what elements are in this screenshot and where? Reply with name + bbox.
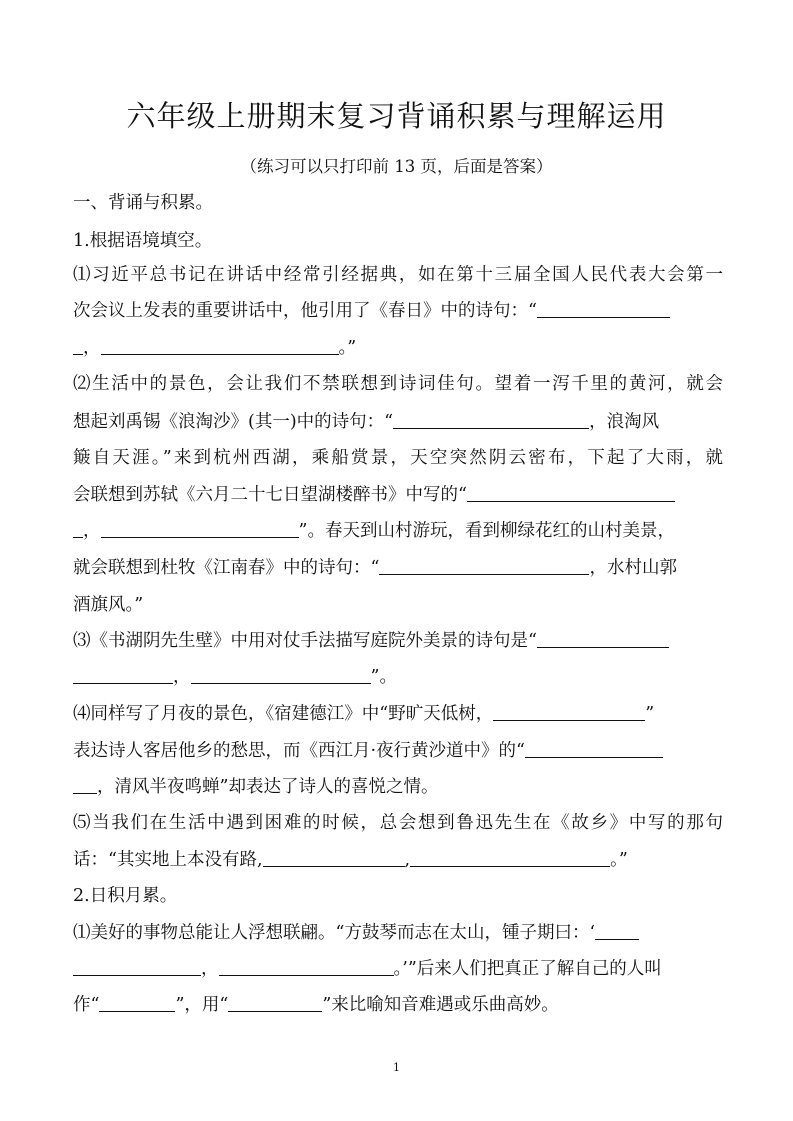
q1-p2-line2-tail: ，浪淘风: [589, 412, 660, 432]
q1-p2-line4: [73, 483, 723, 507]
q1-p4-line3: [73, 775, 723, 799]
answer-blank[interactable]: [393, 410, 589, 429]
q1-p5-line2-text: 话：“其实地上本没有路,: [73, 850, 263, 870]
q1-p2-line4-text: 会联想到苏轼《六月二十七日望湖楼醉书》中写的“: [73, 485, 467, 505]
answer-blank[interactable]: [101, 336, 339, 355]
q1-p5-line1: ⑸当我们在生活中遇到困难的时候，总会想到鲁迅先生在《故乡》中写的那句: [73, 813, 723, 833]
punctuation: 。”: [610, 850, 628, 870]
answer-blank[interactable]: [73, 775, 97, 794]
answer-blank[interactable]: [228, 993, 322, 1012]
punctuation: ”。: [370, 667, 397, 687]
q1-p4-line2: [73, 739, 723, 763]
q1-p1-line2-text: 次会议上发表的重要讲话中，他引用了《春日》中的诗句：“: [73, 301, 537, 321]
page-subtitle: （练习可以只打印前 13 页，后面是答案）: [240, 157, 553, 176]
answer-blank[interactable]: [101, 519, 299, 538]
q2-p1-line2-tail: 。’”后来人们把真正了解自己的人叫: [393, 959, 662, 979]
punctuation: ，: [83, 338, 101, 358]
q1-p2-line5-tail: ”。春天到山村游玩，看到柳绿花红的山村美景，: [298, 521, 675, 541]
question-2-heading: 2.日积月累。: [73, 886, 178, 906]
answer-blank[interactable]: [493, 702, 645, 721]
q1-p2-line6-text: 就会联想到杜牧《江南春》中的诗句：“: [73, 558, 380, 578]
answer-blank[interactable]: [73, 957, 201, 976]
q1-p2-line2-text: 想起刘禹锡《浪淘沙》(其一)中的诗句：“: [73, 412, 394, 432]
q1-p2-line2: [73, 410, 723, 434]
q2-p1-line2: [73, 957, 723, 981]
answer-blank[interactable]: [73, 665, 173, 684]
q1-p4-line3-text: ，清风半夜鸣蝉”却表达了诗人的喜悦之情。: [97, 777, 439, 797]
q1-p3-line1: [73, 629, 723, 653]
page-title: 六年级上册期末复习背诵积累与理解运用: [126, 99, 667, 133]
answer-blank[interactable]: [219, 957, 394, 976]
answer-blank[interactable]: [467, 483, 675, 502]
q1-p1-line1: ⑴习近平总书记在讲话中经常引经据典，如在第十三届全国人民代表大会第一: [73, 265, 723, 285]
answer-blank[interactable]: [410, 848, 610, 867]
q2-p1-line3-text: 作“: [73, 995, 100, 1015]
q1-p1-line3: [73, 336, 723, 360]
q1-p3-line1-text: ⑶《书湖阴先生壁》中用对仗手法描写庭院外美景的诗句是“: [73, 631, 537, 651]
q1-p2-line1: ⑵生活中的景色，会让我们不禁联想到诗词佳句。望着一泻千里的黄河，就会: [73, 374, 723, 394]
q1-p4-line1-text: ⑷同样写了月夜的景色，《宿建德江》中“野旷天低树，: [73, 704, 494, 724]
q1-p2-line6-tail: ，水村山郭: [589, 558, 677, 578]
punctuation: ,: [404, 850, 411, 870]
q1-p5-line2: [73, 848, 723, 872]
q2-p1-line3-mid: ”，用“: [175, 995, 229, 1015]
q1-p2-line7: 酒旗风。”: [73, 595, 144, 615]
answer-blank[interactable]: [263, 848, 405, 867]
answer-blank[interactable]: [99, 993, 175, 1012]
answer-blank[interactable]: [595, 921, 639, 940]
q1-p1-line2: [73, 299, 723, 323]
answer-blank[interactable]: [537, 299, 670, 318]
answer-blank[interactable]: [191, 665, 371, 684]
punctuation: ，: [173, 667, 191, 687]
punctuation: 。”: [338, 338, 357, 358]
punctuation: ”: [645, 704, 655, 724]
answer-blank[interactable]: [73, 336, 83, 355]
answer-blank[interactable]: [73, 519, 83, 538]
answer-blank[interactable]: [537, 629, 669, 648]
answer-blank[interactable]: [379, 556, 589, 575]
q1-p2-line6: [73, 556, 723, 580]
q1-p4-line1: [73, 702, 723, 726]
section-heading: 一、背诵与积累。: [73, 193, 213, 213]
q2-p1-line1-text: ⑴美好的事物总能让人浮想联翩。“方鼓琴而志在太山，锺子期曰：‘: [73, 923, 596, 943]
q1-p4-line2-text: 表达诗人客居他乡的愁思，而《西江月·夜行黄沙道中》的“: [73, 741, 526, 761]
q2-p1-line3: [73, 993, 723, 1017]
q1-p3-line2: [73, 665, 723, 689]
page-number: 1: [393, 1061, 400, 1074]
question-1-heading: 1.根据语境填空。: [73, 231, 213, 251]
q1-p2-line3: 簸自天涯。”来到杭州西湖，乘船赏景，天空突然阴云密布，下起了大雨，就: [73, 448, 723, 468]
q2-p1-line1: [73, 921, 723, 945]
punctuation: ，: [83, 521, 101, 541]
q2-p1-line3-tail: ”来比喻知音难遇或乐曲高妙。: [322, 995, 559, 1015]
answer-blank[interactable]: [525, 739, 663, 758]
punctuation: ，: [201, 959, 219, 979]
q1-p2-line5: [73, 519, 723, 543]
